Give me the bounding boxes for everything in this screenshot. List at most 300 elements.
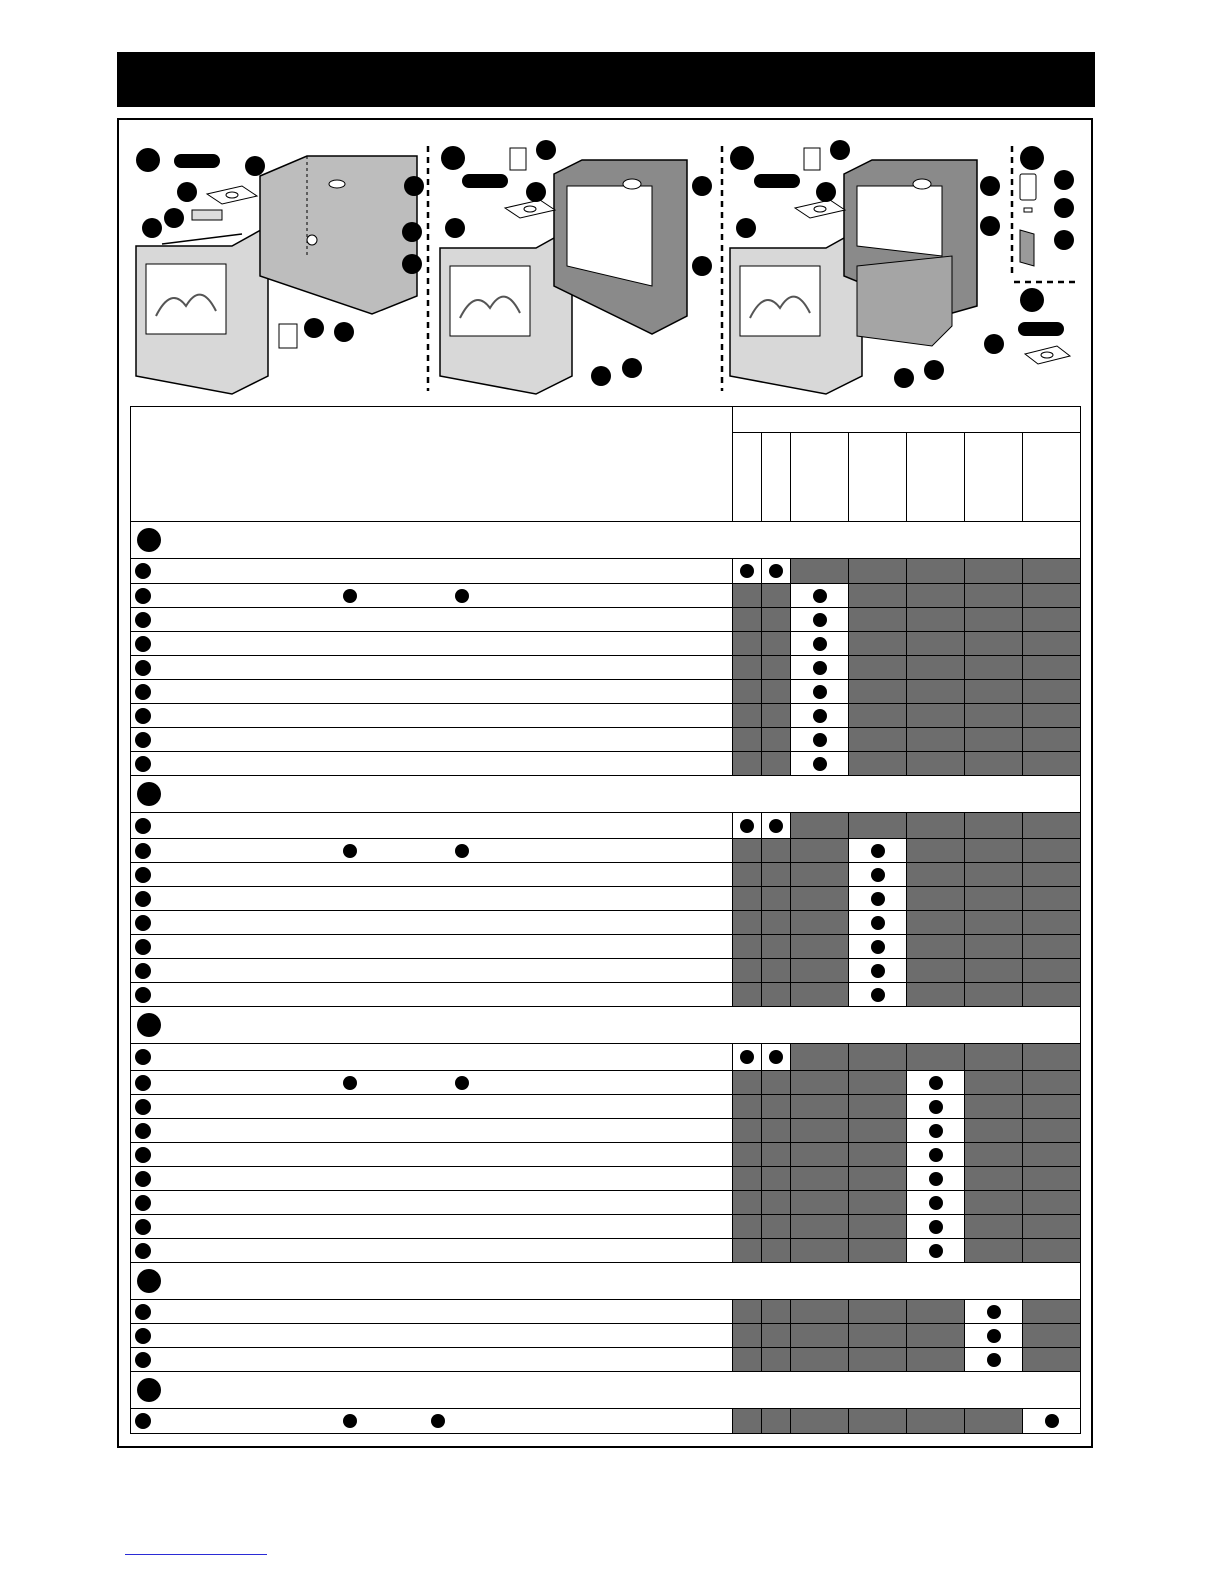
- compat-cell: [733, 887, 762, 911]
- compat-cell: [849, 1071, 907, 1095]
- row-marker: [135, 1328, 151, 1344]
- compat-cell: [733, 632, 762, 656]
- row-marker: [135, 756, 151, 772]
- compat-cell: [791, 1300, 849, 1324]
- compat-cell: [907, 680, 965, 704]
- table-row: [131, 839, 1081, 863]
- table-row: [131, 1215, 1081, 1239]
- compat-cell: [849, 959, 907, 983]
- marker: [1054, 198, 1074, 218]
- marker: [1018, 322, 1064, 336]
- connector-icon: [279, 324, 297, 348]
- compat-dot: [871, 844, 885, 858]
- marker: [736, 218, 756, 238]
- compat-cell: [907, 704, 965, 728]
- marker: [441, 146, 465, 170]
- compat-cell: [1023, 911, 1081, 935]
- row-description: [131, 608, 733, 632]
- marker: [984, 334, 1004, 354]
- compat-cell: [849, 608, 907, 632]
- inline-marker: [343, 1076, 357, 1090]
- compat-dot: [871, 964, 885, 978]
- compat-cell: [791, 704, 849, 728]
- row-description: [131, 1191, 733, 1215]
- row-description: [131, 632, 733, 656]
- row-marker: [135, 563, 151, 579]
- fireplace-insert-icon: [440, 228, 572, 394]
- compat-cell: [733, 1191, 762, 1215]
- row-marker: [135, 963, 151, 979]
- compat-cell: [733, 584, 762, 608]
- compat-cell: [762, 584, 791, 608]
- compat-dot: [813, 733, 827, 747]
- compat-cell: [849, 1409, 907, 1434]
- row-marker: [135, 987, 151, 1003]
- table-header-col: [762, 433, 791, 522]
- row-marker: [135, 1123, 151, 1139]
- compat-cell: [791, 680, 849, 704]
- compat-cell: [965, 704, 1023, 728]
- compat-cell: [907, 632, 965, 656]
- table-row: [131, 983, 1081, 1007]
- row-marker: [135, 1219, 151, 1235]
- compat-cell: [1023, 728, 1081, 752]
- compat-cell: [733, 839, 762, 863]
- compat-cell: [907, 1324, 965, 1348]
- connector-icon: [1024, 208, 1032, 212]
- compat-cell: [762, 1143, 791, 1167]
- compat-cell: [849, 1324, 907, 1348]
- compat-cell: [1023, 1409, 1081, 1434]
- compat-cell: [907, 1409, 965, 1434]
- compat-cell: [849, 1143, 907, 1167]
- compat-cell: [1023, 863, 1081, 887]
- table-row: [131, 935, 1081, 959]
- table-header-col: [733, 433, 762, 522]
- compat-cell: [762, 1119, 791, 1143]
- compat-cell: [791, 1095, 849, 1119]
- compat-cell: [907, 1143, 965, 1167]
- compat-cell: [762, 959, 791, 983]
- section-header-row: [131, 522, 1081, 559]
- table-header-col: [1023, 433, 1081, 522]
- compat-dot: [813, 685, 827, 699]
- section-header-row: [131, 776, 1081, 813]
- compat-dot: [769, 819, 783, 833]
- marker: [816, 182, 836, 202]
- section-marker: [137, 782, 161, 806]
- compat-cell: [849, 1095, 907, 1119]
- row-description: [131, 1095, 733, 1119]
- compat-cell: [965, 863, 1023, 887]
- table-row: [131, 704, 1081, 728]
- compat-cell: [849, 1215, 907, 1239]
- bracket-icon: [505, 200, 555, 218]
- compat-cell: [849, 1191, 907, 1215]
- compat-cell: [762, 887, 791, 911]
- table-row: [131, 584, 1081, 608]
- compat-dot: [871, 916, 885, 930]
- compat-cell: [733, 1044, 762, 1071]
- compat-cell: [762, 839, 791, 863]
- row-description: [131, 1348, 733, 1372]
- compat-cell: [849, 728, 907, 752]
- compat-cell: [907, 1044, 965, 1071]
- compat-cell: [907, 728, 965, 752]
- table-header-description: [131, 407, 733, 522]
- compat-cell: [733, 1167, 762, 1191]
- marker: [404, 176, 424, 196]
- compat-cell: [965, 608, 1023, 632]
- table-row: [131, 1095, 1081, 1119]
- compat-dot: [740, 1050, 754, 1064]
- compat-cell: [733, 608, 762, 632]
- compat-cell: [1023, 1324, 1081, 1348]
- compat-cell: [965, 887, 1023, 911]
- marker: [445, 218, 465, 238]
- compat-cell: [762, 1409, 791, 1434]
- row-marker: [135, 1075, 151, 1091]
- table-row: [131, 1324, 1081, 1348]
- compat-cell: [965, 983, 1023, 1007]
- compat-cell: [907, 911, 965, 935]
- row-description: [131, 959, 733, 983]
- compat-cell: [1023, 752, 1081, 776]
- compat-dot: [929, 1244, 943, 1258]
- marker: [692, 176, 712, 196]
- compat-cell: [907, 1300, 965, 1324]
- connector-icon: [510, 148, 526, 170]
- compat-cell: [1023, 959, 1081, 983]
- table-header-group: [733, 407, 1081, 433]
- row-description: [131, 1215, 733, 1239]
- compat-dot: [813, 637, 827, 651]
- marker: [136, 148, 160, 172]
- table-row: [131, 632, 1081, 656]
- row-marker: [135, 1147, 151, 1163]
- compat-cell: [849, 1119, 907, 1143]
- compat-cell: [849, 1300, 907, 1324]
- marker: [924, 360, 944, 380]
- table-row: [131, 1071, 1081, 1095]
- marker: [1054, 230, 1074, 250]
- compat-cell: [907, 559, 965, 584]
- compat-dot: [813, 589, 827, 603]
- compat-cell: [791, 813, 849, 839]
- compat-cell: [762, 1239, 791, 1263]
- compat-cell: [1023, 584, 1081, 608]
- compat-cell: [965, 935, 1023, 959]
- compat-cell: [791, 1044, 849, 1071]
- compat-cell: [762, 911, 791, 935]
- table-row: [131, 1300, 1081, 1324]
- compat-cell: [1023, 983, 1081, 1007]
- inline-marker: [431, 1414, 445, 1428]
- row-marker: [135, 843, 151, 859]
- compat-cell: [791, 935, 849, 959]
- table-row: [131, 680, 1081, 704]
- footer-link[interactable]: [125, 1554, 267, 1555]
- compat-cell: [849, 983, 907, 1007]
- compat-cell: [791, 1167, 849, 1191]
- compat-cell: [762, 983, 791, 1007]
- compat-cell: [791, 911, 849, 935]
- remote-control-icon: [1020, 174, 1036, 200]
- marker: [142, 218, 162, 238]
- compat-cell: [733, 983, 762, 1007]
- compat-cell: [965, 813, 1023, 839]
- compat-cell: [907, 813, 965, 839]
- compat-cell: [849, 680, 907, 704]
- compat-cell: [791, 1348, 849, 1372]
- compat-cell: [791, 1143, 849, 1167]
- row-marker: [135, 1099, 151, 1115]
- compat-cell: [907, 1348, 965, 1372]
- compat-cell: [965, 680, 1023, 704]
- outer-casing-icon: [260, 156, 417, 314]
- compat-cell: [907, 1095, 965, 1119]
- table-row: [131, 1044, 1081, 1071]
- compat-dot: [813, 709, 827, 723]
- compat-cell: [791, 1215, 849, 1239]
- compat-dot: [929, 1148, 943, 1162]
- marker: [177, 182, 197, 202]
- compat-cell: [849, 813, 907, 839]
- compat-cell: [1023, 680, 1081, 704]
- table-header-col: [965, 433, 1023, 522]
- compat-cell: [762, 680, 791, 704]
- inline-marker: [455, 1076, 469, 1090]
- row-description: [131, 1324, 733, 1348]
- compat-cell: [849, 559, 907, 584]
- compat-cell: [791, 752, 849, 776]
- row-marker: [135, 708, 151, 724]
- table-header-col: [849, 433, 907, 522]
- marker: [980, 176, 1000, 196]
- compat-cell: [733, 1324, 762, 1348]
- marker: [245, 156, 265, 176]
- compat-cell: [907, 1191, 965, 1215]
- compat-cell: [1023, 608, 1081, 632]
- compat-dot: [929, 1172, 943, 1186]
- compat-cell: [965, 839, 1023, 863]
- compat-cell: [907, 983, 965, 1007]
- row-description: [131, 863, 733, 887]
- compat-cell: [733, 656, 762, 680]
- table-row: [131, 911, 1081, 935]
- row-description: [131, 559, 733, 584]
- row-description: [131, 704, 733, 728]
- compat-cell: [965, 1119, 1023, 1143]
- table-row: [131, 1348, 1081, 1372]
- table-row: [131, 1191, 1081, 1215]
- compat-cell: [965, 1348, 1023, 1372]
- compat-cell: [733, 813, 762, 839]
- battery-pack-icon: [1020, 230, 1034, 266]
- table-header-col: [907, 433, 965, 522]
- compat-cell: [965, 728, 1023, 752]
- compat-cell: [733, 1119, 762, 1143]
- compat-cell: [965, 1239, 1023, 1263]
- compat-dot: [813, 661, 827, 675]
- compat-cell: [791, 1324, 849, 1348]
- inline-marker: [343, 589, 357, 603]
- row-description: [131, 983, 733, 1007]
- row-marker: [135, 684, 151, 700]
- compat-cell: [965, 1167, 1023, 1191]
- compat-dot: [769, 564, 783, 578]
- compat-cell: [1023, 1239, 1081, 1263]
- compat-cell: [762, 1044, 791, 1071]
- compat-cell: [1023, 632, 1081, 656]
- marker: [980, 216, 1000, 236]
- row-description: [131, 656, 733, 680]
- table-row: [131, 608, 1081, 632]
- compat-cell: [762, 728, 791, 752]
- compat-cell: [965, 1409, 1023, 1434]
- compat-dot: [929, 1124, 943, 1138]
- section-marker: [137, 1013, 161, 1037]
- compat-cell: [1023, 935, 1081, 959]
- row-marker: [135, 612, 151, 628]
- table-row: [131, 887, 1081, 911]
- row-marker: [135, 1195, 151, 1211]
- illustration-panel: [122, 136, 1082, 398]
- marker: [304, 318, 324, 338]
- row-description: [131, 584, 733, 608]
- row-description: [131, 813, 733, 839]
- compat-cell: [1023, 1300, 1081, 1324]
- inline-marker: [343, 844, 357, 858]
- row-description: [131, 887, 733, 911]
- compatibility-table: [130, 406, 1081, 1434]
- row-marker: [135, 636, 151, 652]
- section-header-row: [131, 1007, 1081, 1044]
- marker: [164, 208, 184, 228]
- table-row: [131, 752, 1081, 776]
- compat-cell: [733, 1095, 762, 1119]
- section-marker: [137, 528, 161, 552]
- compat-cell: [791, 1239, 849, 1263]
- compat-cell: [762, 1191, 791, 1215]
- bracket-icon: [795, 200, 845, 218]
- compat-cell: [907, 959, 965, 983]
- table-row: [131, 959, 1081, 983]
- compat-cell: [733, 863, 762, 887]
- compat-cell: [965, 1324, 1023, 1348]
- compat-cell: [733, 1215, 762, 1239]
- marker: [1054, 170, 1074, 190]
- compat-cell: [733, 559, 762, 584]
- compat-cell: [733, 1071, 762, 1095]
- row-marker: [135, 588, 151, 604]
- compat-cell: [762, 813, 791, 839]
- compat-cell: [1023, 839, 1081, 863]
- compat-cell: [762, 752, 791, 776]
- row-description: [131, 1044, 733, 1071]
- compat-cell: [762, 1348, 791, 1372]
- compat-cell: [762, 1071, 791, 1095]
- compat-dot: [929, 1100, 943, 1114]
- bracket-icon: [1025, 346, 1070, 364]
- compat-cell: [849, 656, 907, 680]
- compat-cell: [907, 584, 965, 608]
- row-marker: [135, 1049, 151, 1065]
- compat-cell: [907, 1071, 965, 1095]
- compat-cell: [965, 911, 1023, 935]
- row-description: [131, 680, 733, 704]
- marker: [334, 322, 354, 342]
- compat-cell: [1023, 1348, 1081, 1372]
- compat-cell: [733, 680, 762, 704]
- compat-cell: [733, 704, 762, 728]
- compat-cell: [849, 1348, 907, 1372]
- compat-cell: [965, 1215, 1023, 1239]
- compat-cell: [791, 632, 849, 656]
- compat-dot: [871, 940, 885, 954]
- compat-dot: [740, 819, 754, 833]
- compat-cell: [1023, 1095, 1081, 1119]
- compat-cell: [907, 1215, 965, 1239]
- compat-cell: [907, 1119, 965, 1143]
- compat-cell: [907, 863, 965, 887]
- row-marker: [135, 867, 151, 883]
- compat-dot: [871, 988, 885, 1002]
- compat-cell: [733, 1143, 762, 1167]
- compat-cell: [1023, 559, 1081, 584]
- table-row: [131, 656, 1081, 680]
- row-marker: [135, 891, 151, 907]
- table-row: [131, 1119, 1081, 1143]
- marker: [1020, 288, 1044, 312]
- compat-cell: [733, 1300, 762, 1324]
- compat-cell: [965, 1095, 1023, 1119]
- compat-cell: [762, 632, 791, 656]
- marker: [692, 256, 712, 276]
- compat-cell: [849, 839, 907, 863]
- inline-marker: [455, 844, 469, 858]
- compat-cell: [791, 1409, 849, 1434]
- compat-cell: [965, 752, 1023, 776]
- compat-cell: [1023, 1071, 1081, 1095]
- compat-dot: [740, 564, 754, 578]
- compat-cell: [791, 728, 849, 752]
- compat-cell: [849, 1167, 907, 1191]
- marker: [754, 174, 800, 188]
- compat-cell: [1023, 1167, 1081, 1191]
- compat-cell: [762, 559, 791, 584]
- row-description: [131, 1071, 733, 1095]
- row-marker: [135, 1171, 151, 1187]
- compat-cell: [965, 1191, 1023, 1215]
- inline-marker: [343, 1414, 357, 1428]
- row-marker: [135, 1243, 151, 1259]
- marker: [1020, 146, 1044, 170]
- table-row: [131, 863, 1081, 887]
- compat-cell: [791, 887, 849, 911]
- compat-cell: [965, 1071, 1023, 1095]
- table-row: [131, 1143, 1081, 1167]
- compat-dot: [871, 868, 885, 882]
- marker: [462, 174, 508, 188]
- table-row: [131, 728, 1081, 752]
- bracket-icon: [192, 186, 257, 220]
- compat-cell: [907, 839, 965, 863]
- compat-cell: [907, 608, 965, 632]
- compat-cell: [849, 704, 907, 728]
- marker: [591, 366, 611, 386]
- row-marker: [135, 818, 151, 834]
